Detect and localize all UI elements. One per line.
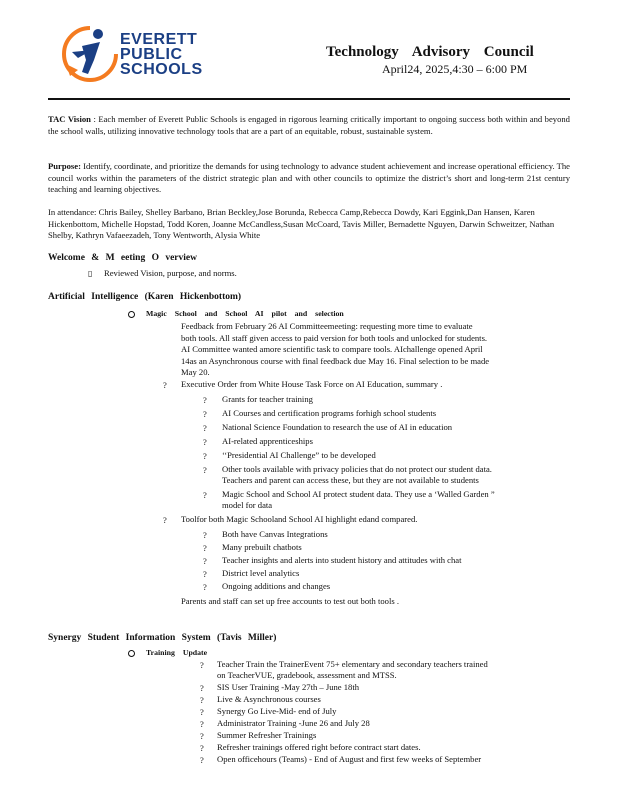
bullet-icon: ? (200, 707, 204, 717)
exec-item: ‘‘Presidential AI Challenge” to be developed (222, 450, 376, 460)
bullet-icon: ? (200, 695, 204, 705)
bullet-icon: ? (203, 569, 207, 579)
circle-bullet-icon (128, 311, 135, 318)
bullet-icon: ? (203, 490, 207, 500)
bullet-icon: ? (203, 437, 207, 447)
exec-item-continued: model for data (222, 500, 273, 510)
bullet-icon: ? (203, 556, 207, 566)
welcome-heading: Welcome & M eeting O verview (48, 253, 197, 263)
ai-feedback-line: AI Committee wanted amore scientific task to compare tools. AIchallenge opened April (181, 344, 483, 354)
ai-parents: Parents and staff can set up free accounts to test out both tools . (181, 596, 399, 606)
tool-item: Ongoing additions and changes (222, 581, 331, 591)
ai-exec-order: Executive Order from White House Task Force on AI Education, summary . (181, 379, 443, 389)
ai-feedback (181, 321, 571, 379)
bullet-icon: ? (203, 423, 207, 433)
exec-item: Grants for teacher training (222, 394, 313, 404)
exec-item: Magic School and School AI protect student data. They use a ‘Walled Garden ” (222, 489, 495, 499)
bullet-icon: ? (200, 755, 204, 765)
logo-line-1: EVERETT (120, 31, 198, 48)
bullet-icon: ? (163, 380, 167, 390)
logo-mark-icon (60, 24, 120, 88)
synergy-item: Open officehours (Teams) - End of August and first few weeks of September (217, 754, 482, 764)
synergy-subheading: Training Update (146, 648, 208, 657)
exec-item: National Science Foundation to research the use of AI in education (222, 422, 453, 432)
tool-item: District level analytics (222, 568, 300, 578)
synergy-item: Teacher Train the TrainerEvent 75+ elementary and secondary teachers trained (217, 659, 488, 669)
synergy-heading: Synergy Student Information System (Tavis Miller) (48, 633, 277, 643)
bullet-icon: ? (200, 731, 204, 741)
bullet-icon: ? (203, 530, 207, 540)
district-logo (60, 24, 230, 88)
synergy-item: Live & Asynchronous courses (217, 694, 321, 704)
synergy-item-continued: on TeacherVUE, gradebook, assessment and MTSS. (217, 670, 397, 680)
ai-feedback-line: Feedback from February 26 AI Committeemeeting: requesting more time to evaluate (181, 321, 473, 331)
attendance-paragraph: In attendance: Chris Bailey, Shelley Barbano, Brian Beckley,Jose Borunda, Rebecca Camp,Rebecca Dowdy, Kari Eggink,Dan Hansen, Karen Hickenbottom, Michelle Hopstad, Todd Koren, Joanne McCandless,Susan McCoard, Tavis Miller, Bernadette Nguyen, Darwin Schweitzer, Nathan Shelby, Kathryn Vafaeezadeh, Tony Wentworth, Alysia White (48, 207, 555, 240)
synergy-item: Summer Refresher Trainings (217, 730, 317, 740)
welcome-item: Reviewed Vision, purpose, and norms. (104, 268, 237, 278)
exec-item: AI-related apprenticeships (222, 436, 313, 446)
bullet-icon: ? (203, 451, 207, 461)
synergy-item: Administrator Training -June 26 and July 28 (217, 718, 370, 728)
exec-item: Other tools available with privacy policies that do not protect our student data. (222, 464, 492, 474)
vision-text: : Each member of Everett Public Schools is engaged in rigorous learning critically important to ongoing success both within and beyond the school walls, utilizing innovative technology tools that are a part of an equitable, robust, sustainable system. (48, 114, 570, 136)
bullet-icon: ▯ (88, 269, 93, 278)
purpose-paragraph (48, 161, 570, 196)
bullet-icon: ? (200, 719, 204, 729)
synergy-item: SIS User Training -May 27th – June 18th (217, 682, 360, 692)
bullet-icon: ? (203, 395, 207, 405)
logo-wordmark (120, 32, 203, 77)
bullet-icon: ? (200, 683, 204, 693)
header-divider (48, 98, 570, 100)
bullet-icon: ? (163, 515, 167, 525)
bullet-icon: ? (203, 409, 207, 419)
exec-item: AI Courses and certification programs forhigh school students (222, 408, 437, 418)
purpose-text: Identify, coordinate, and prioritize the demands for using technology to advance student achievement and increase operational efficiency. The council works within the parameters of the district strategic plan and with other councils to optimize the district’s short and long-term 21st century teaching and learning objectives. (48, 161, 570, 194)
synergy-item: Refresher trainings offered right before contract start dates. (217, 742, 421, 752)
bullet-icon: ? (203, 543, 207, 553)
meeting-date: April24, 2025,4:30 – 6:00 PM (382, 62, 528, 76)
exec-item-continued: Teachers and parent can access these, but they are not available to students (222, 475, 479, 485)
vision-label: TAC Vision (48, 114, 91, 124)
synergy-item: Synergy Go Live-Mid- end of July (217, 706, 337, 716)
tool-item: Teacher insights and alerts into student history and attitudes with chat (222, 555, 462, 565)
ai-feedback-line: 14as an Asynchronous course with final feedback due May 16. Final selection to be made (181, 355, 490, 366)
tool-item: Many prebuilt chatbots (222, 542, 302, 552)
ai-heading: Artificial Intelligence (Karen Hickenbottom) (48, 292, 242, 302)
purpose-label: Purpose: (48, 161, 81, 171)
circle-bullet-icon (128, 650, 135, 657)
vision-paragraph (48, 114, 570, 137)
logo-line-2: PUBLIC (120, 46, 183, 63)
ai-feedback-line: both tools. All staff given access to paid version for both tools and unlocked for students. (181, 332, 488, 343)
logo-line-3: SCHOOLS (120, 61, 203, 78)
document-title: Technology Advisory Council (326, 44, 534, 60)
bullet-icon: ? (200, 660, 204, 670)
bullet-icon: ? (203, 582, 207, 592)
bullet-icon: ? (203, 465, 207, 475)
tool-item: Both have Canvas Integrations (222, 529, 328, 539)
bullet-icon: ? (200, 743, 204, 753)
ai-subheading: Magic School and School AI pilot and selection (146, 309, 344, 318)
ai-feedback-line: May 20. (181, 367, 210, 377)
ai-toolfor: Toolfor both Magic Schooland School AI highlight edand compared. (181, 514, 418, 524)
